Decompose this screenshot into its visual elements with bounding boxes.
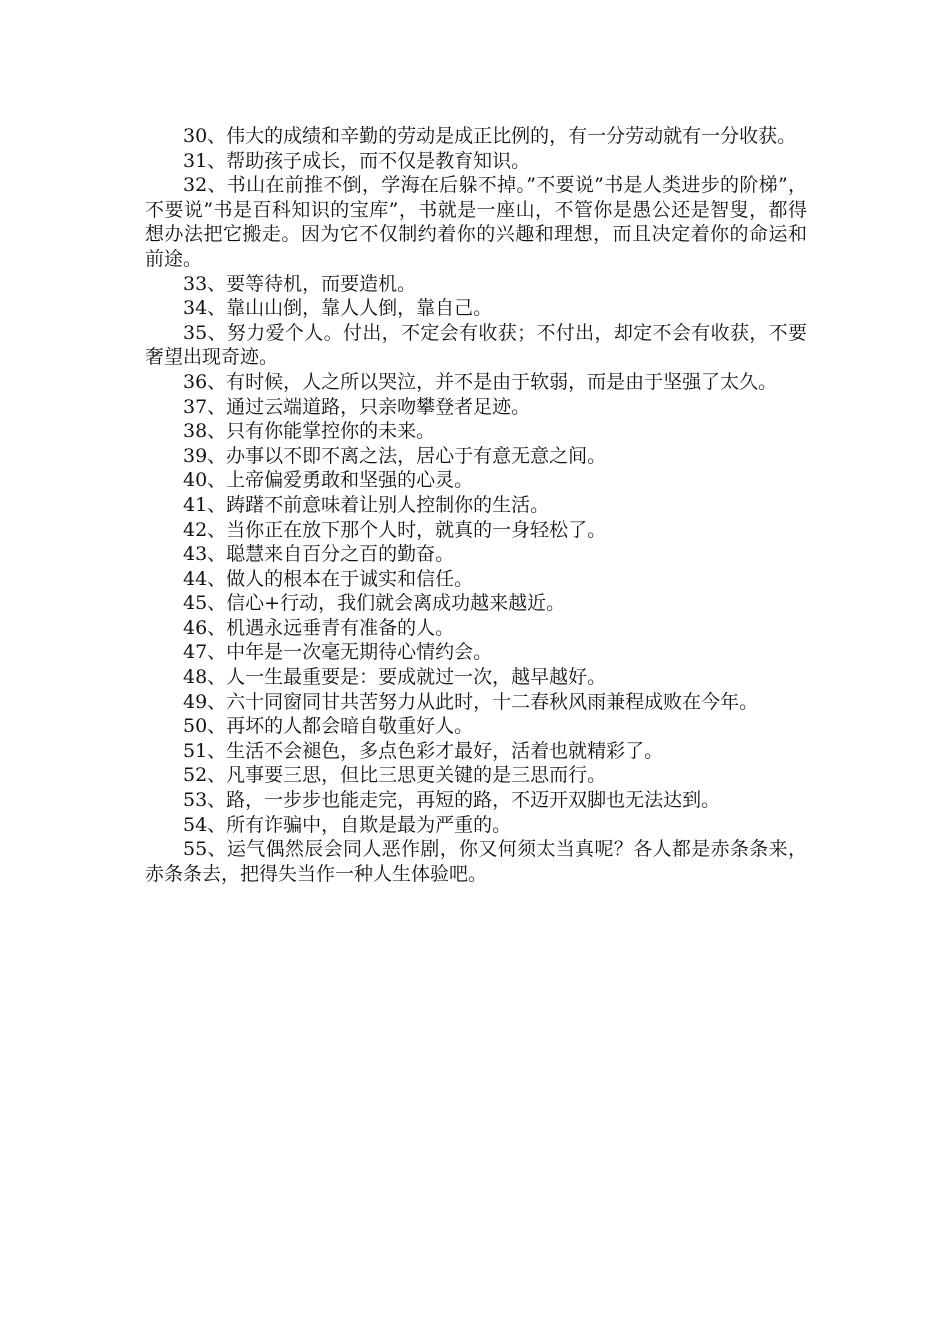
paragraph-49: 49、六十同窗同甘共苦努力从此时，十二春秋风雨兼程成败在今年。 <box>183 690 759 713</box>
paragraph-33: 33、要等待机，而要造机。 <box>183 272 417 295</box>
paragraph-35: 35、努力爱个人。付出，不定会有收获；不付出，却定不会有收获，不要奢望出现奇迹。 <box>145 321 807 369</box>
paragraph-47: 47、中年是一次毫无期待心情约会。 <box>183 641 493 664</box>
paragraph-50: 50、再坏的人都会暗自敬重好人。 <box>183 715 474 738</box>
paragraph-36: 36、有时候，人之所以哭泣，并不是由于软弱，而是由于坚强了太久。 <box>183 370 778 393</box>
paragraph-30: 30、伟大的成绩和辛勤的劳动是成正比例的，有一分劳动就有一分收获。 <box>183 125 797 147</box>
paragraph-54: 54、所有诈骗中，自欺是最为严重的。 <box>183 813 512 836</box>
paragraph-45: 45、信心+行动，我们就会离成功越来越近。 <box>183 592 566 615</box>
paragraph-53: 53、路，一步步也能走完，再短的路，不迈开双脚也无法达到。 <box>183 789 721 812</box>
document-body <box>145 124 807 886</box>
paragraph-46: 46、机遇永远垂青有准备的人。 <box>183 616 455 639</box>
paragraph-55: 55、运气偶然辰会同人恶作剧，你又何须太当真呢？各人都是赤条条来，赤条条去，把得失当作一种人生体验吧。 <box>145 838 807 885</box>
paragraph-43: 43、聪慧来自百分之百的勤奋。 <box>183 543 455 566</box>
paragraph-41: 41、踌躇不前意味着让别人控制你的生活。 <box>183 493 550 516</box>
paragraph-37: 37、通过云端道路，只亲吻攀登者足迹。 <box>183 395 531 418</box>
paragraph-44: 44、做人的根本在于诚实和信任。 <box>183 567 474 590</box>
paragraph-31: 31、帮助孩子成长，而不仅是教育知识。 <box>183 149 531 172</box>
paragraph-48: 48、人一生最重要是：要成就过一次，越早越好。 <box>183 666 607 689</box>
paragraph-40: 40、上帝偏爱勇敢和坚强的心灵。 <box>183 469 474 492</box>
paragraph-51: 51、生活不会褪色，多点色彩才最好，活着也就精彩了。 <box>183 739 664 762</box>
paragraph-52: 52、凡事要三思，但比三思更关键的是三思而行。 <box>183 764 607 787</box>
paragraph-32: 32、书山在前推不倒，学海在后躲不掉。”不要说”书是人类进步的阶梯”，不要说”书是百科知识的宝库”，书就是一座山，不管你是愚公还是智叟，都得想办法把它搬走。因为它不仅制约着你的兴趣和理想，而且决定着你的命运和前途。 <box>145 174 807 270</box>
paragraph-38: 38、只有你能掌控你的未来。 <box>183 420 436 443</box>
paragraph-34: 34、靠山山倒，靠人人倒，靠自己。 <box>183 297 493 320</box>
paragraph-42: 42、当你正在放下那个人时，就真的一身轻松了。 <box>183 518 607 541</box>
paragraph-39: 39、办事以不即不离之法，居心于有意无意之间。 <box>183 444 607 467</box>
